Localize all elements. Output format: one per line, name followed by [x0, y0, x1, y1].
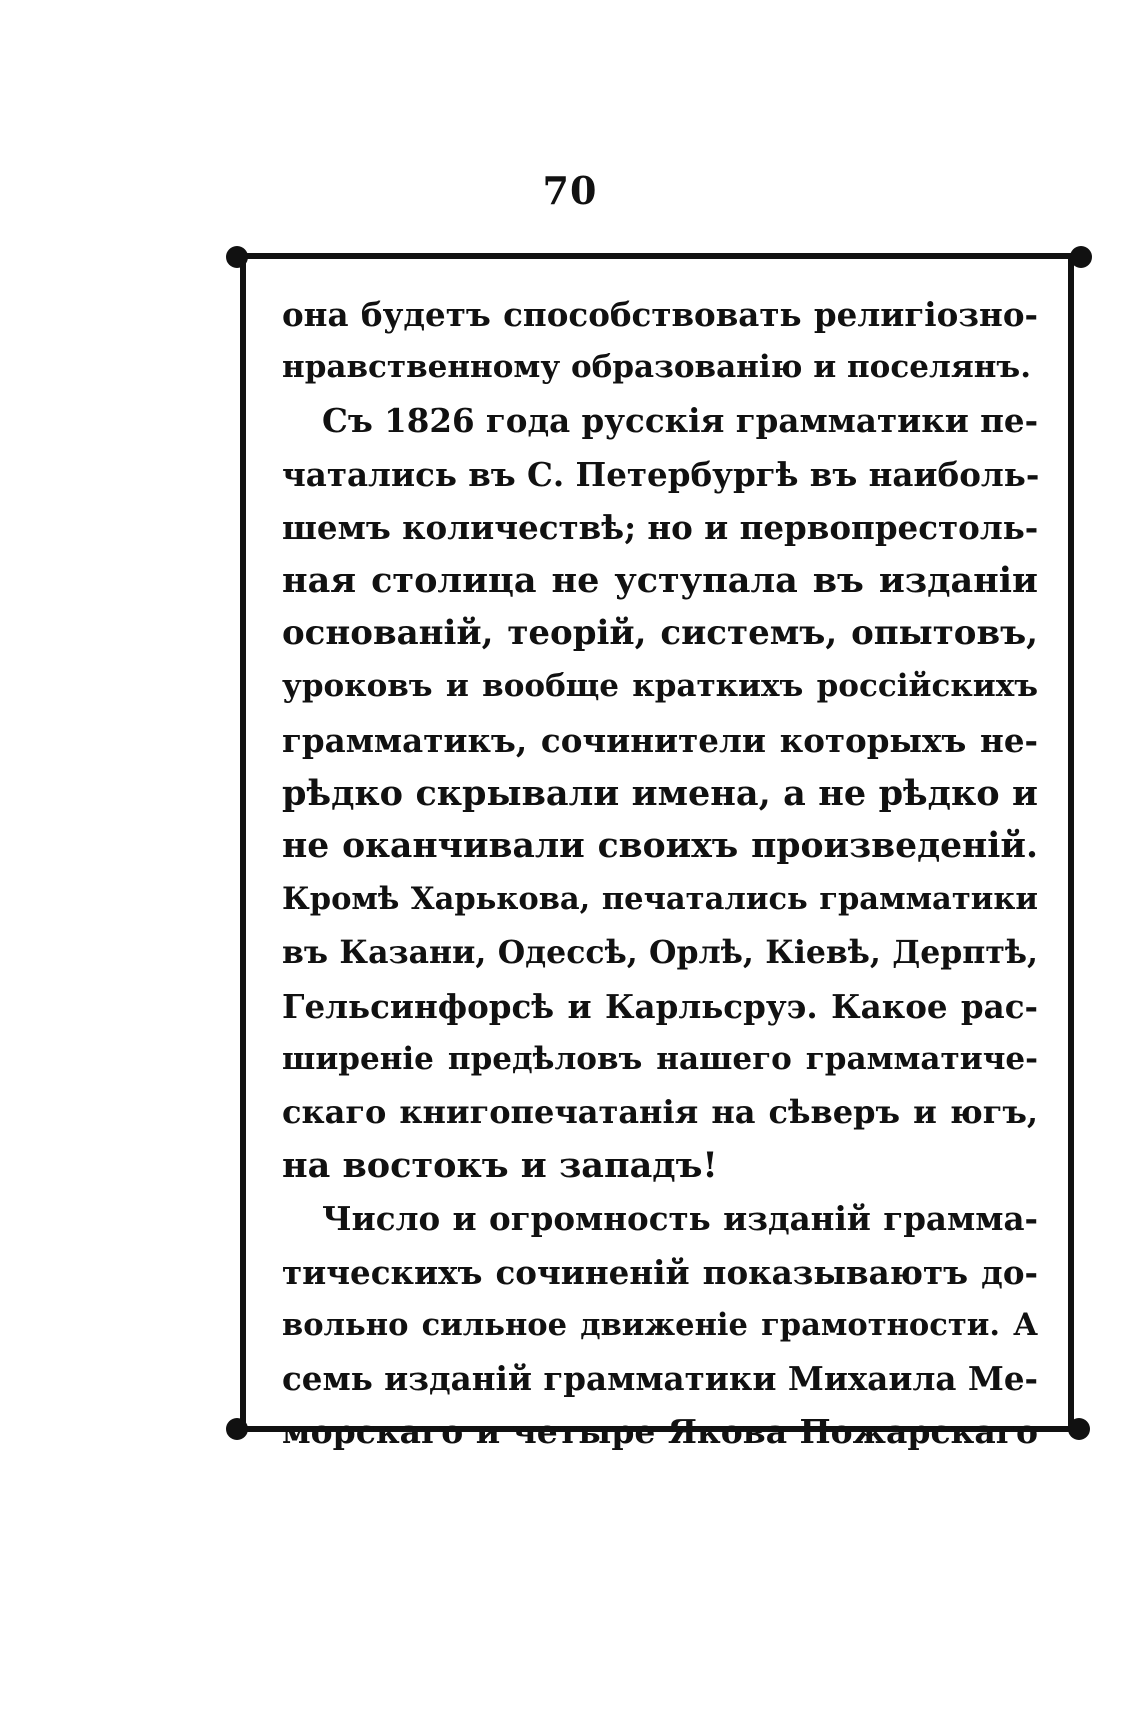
text-line: ширеніе предѣловъ нашего грамматиче-: [282, 1040, 1038, 1077]
text-line: Гельсинфорсѣ и Карльсруэ. Какое рас-: [282, 986, 1038, 1026]
text-line: морскаго и четыре Якова Пожарскаго: [282, 1412, 1038, 1452]
text-line: въ Казани, Одессѣ, Орлѣ, Кіевѣ, Дерптѣ,: [282, 934, 1038, 972]
text-line: она будетъ способствовать религіозно-: [282, 295, 1038, 334]
text-line: рѣдко скрывали имена, а не рѣдко и: [282, 772, 1038, 814]
text-line: ная столица не уступала въ изданіи: [282, 560, 1038, 602]
text-line: вольно сильное движеніе грамотности. А: [282, 1306, 1038, 1343]
text-line: Кромѣ Харькова, печатались грамматики: [282, 881, 1038, 918]
text-line: скаго книгопечатанія на сѣверъ и югъ,: [282, 1093, 1038, 1132]
text-line: шемъ количествѣ; но и первопрестоль-: [282, 507, 1039, 547]
corner-ornament-icon: [1068, 1418, 1090, 1440]
text-line: основаній, теорій, системъ, опытовъ,: [282, 613, 1038, 654]
text-line: на востокъ и западъ!: [282, 1145, 718, 1187]
corner-ornament-icon: [226, 246, 248, 268]
text-line: тическихъ сочиненій показываютъ до-: [282, 1252, 1038, 1292]
text-line: уроковъ и вообще краткихъ россійскихъ: [282, 668, 1038, 705]
page-number: 70: [542, 168, 598, 213]
text-line: Число и огромность изданій грамма-: [322, 1199, 1038, 1239]
text-line: не оканчивали своихъ произведеній.: [282, 826, 1038, 867]
text-line: семь изданій грамматики Михаила Ме-: [282, 1359, 1038, 1399]
text-line: Съ 1826 года русскія грамматики пе-: [322, 401, 1039, 441]
text-line: чатались въ С. Петербургѣ въ наиболь-: [282, 454, 1040, 494]
text-line: грамматикъ, сочинители которыхъ не-: [282, 720, 1038, 760]
corner-ornament-icon: [226, 1418, 248, 1440]
text-line: нравственному образованію и поселянъ.: [282, 349, 1031, 386]
body-text: [282, 288, 1038, 1458]
corner-ornament-icon: [1070, 246, 1092, 268]
